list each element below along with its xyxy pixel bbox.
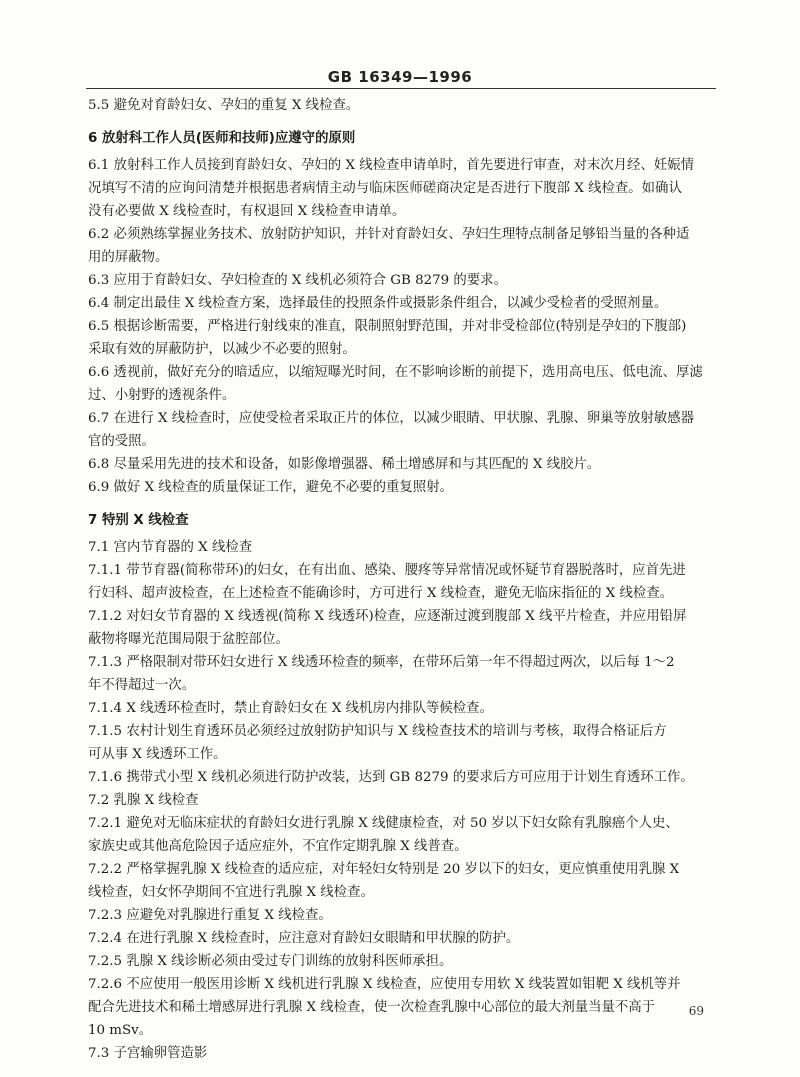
page-number: 69 xyxy=(688,1004,704,1018)
clause-7-2-2-line-1: 7.2.2 严格掌握乳腺 X 线检查的适应症，对年轻妇女特别是 20 岁以下的妇女，更应慎重使用乳腺 X xyxy=(88,862,680,877)
clause-6-9: 6.9 做好 X 线检查的质量保证工作，避免不必要的重复照射。 xyxy=(88,480,453,495)
clause-7-2-5: 7.2.5 乳腺 X 线诊断必须由受过专门训练的放射科医师承担。 xyxy=(88,954,453,969)
clause-6-1-line-1: 6.1 放射科工作人员接到育龄妇女、孕妇的 X 线检查申请单时，首先要进行审查，对末次月经、妊娠情 xyxy=(88,158,695,173)
clause-7-1-2-line-1: 7.1.2 对妇女节育器的 X 线透视(简称 X 线透环)检查，应逐渐过渡到腹部 X 线平片检查，并应用铅屏 xyxy=(88,609,687,624)
clause-7-1-2-line-2: 蔽物将曝光范围局限于盆腔部位。 xyxy=(88,632,289,647)
clause-7-2-2-line-2: 线检查，妇女怀孕期间不宜进行乳腺 X 线检查。 xyxy=(88,885,374,900)
document-body xyxy=(88,94,714,1065)
clause-6-6-line-1: 6.6 透视前，做好充分的暗适应，以缩短曝光时间，在不影响诊断的前提下，选用高电压、低电流、厚滤 xyxy=(88,365,703,380)
section-6-heading: 6 放射科工作人员(医师和技师)应遵守的原则 xyxy=(88,131,356,146)
clause-7-2-1-line-1: 7.2.1 避免对无临床症状的育龄妇女进行乳腺 X 线健康检查，对 50 岁以下妇女除有乳腺癌个人史、 xyxy=(88,816,679,831)
clause-6-1-line-3: 没有必要做 X 线检查时，有权退回 X 线检查申请单。 xyxy=(88,204,406,219)
clause-7-1-1-line-2: 行妇科、超声波检查，在上述检查不能确诊时，方可进行 X 线检查，避免无临床指征的 X 线检查。 xyxy=(88,586,674,601)
clause-7-1-3-line-2: 年不得超过一次。 xyxy=(88,678,196,693)
clause-7-1-6: 7.1.6 携带式小型 X 线机必须进行防护改装，达到 GB 8279 的要求后方可应用于计划生育透环工作。 xyxy=(88,770,694,785)
clause-7-1-4: 7.1.4 X 线透环检查时，禁止育龄妇女在 X 线机房内排队等候检查。 xyxy=(88,701,493,716)
clause-5-5: 5.5 避免对育龄妇女、孕妇的重复 X 线检查。 xyxy=(88,98,360,113)
clause-6-1-line-2: 况填写不清的应询问清楚并根据患者病情主动与临床医师磋商决定是否进行下腹部 X 线检查。如确认 xyxy=(88,181,682,196)
clause-7-2-6-line-1: 7.2.6 不应使用一般医用诊断 X 线机进行乳腺 X 线检查，应使用专用软 X 线装置如钼靶 X 线机等并 xyxy=(88,977,681,992)
clause-7-2-3: 7.2.3 应避免对乳腺进行重复 X 线检查。 xyxy=(88,908,332,923)
clause-7-1-3-line-1: 7.1.3 严格限制对带环妇女进行 X 线透环检查的频率，在带环后第一年不得超过两次，以后每 1～2 xyxy=(88,655,675,670)
clause-7-2-6-line-3: 10 mSv。 xyxy=(88,1023,153,1038)
clause-7-2: 7.2 乳腺 X 线检查 xyxy=(88,793,199,808)
clause-6-6-line-2: 过、小射野的透视条件。 xyxy=(88,388,236,403)
clause-6-5-line-2: 采取有效的屏蔽防护，以减少不必要的照射。 xyxy=(88,342,356,357)
section-gap xyxy=(88,117,714,127)
clause-7-1-1-line-1: 7.1.1 带节育器(简称带环)的妇女，在有出血、感染、腰疼等异常情况或怀疑节育器脱落时，应首先进 xyxy=(88,563,686,578)
clause-7-2-1-line-2: 家族史或其他高危险因子适应症外，不宜作定期乳腺 X 线普查。 xyxy=(88,839,468,854)
clause-7-1: 7.1 宫内节育器的 X 线检查 xyxy=(88,540,253,555)
clause-6-8: 6.8 尽量采用先进的技术和设备，如影像增强器、稀土增感屏和与其匹配的 X 线胶片。 xyxy=(88,457,601,472)
clause-6-2-line-1: 6.2 必须熟练掌握业务技术、放射防护知识，并针对育龄妇女、孕妇生理特点制备足够铅当量的各种适 xyxy=(88,227,690,242)
standard-number-header: GB 16349—1996 xyxy=(327,68,473,86)
clause-6-7-line-2: 官的受照。 xyxy=(88,434,155,449)
clause-7-1-5-line-2: 可从事 X 线透环工作。 xyxy=(88,747,227,762)
clause-7-2-4: 7.2.4 在进行乳腺 X 线检查时，应注意对育龄妇女眼睛和甲状腺的防护。 xyxy=(88,931,520,946)
clause-6-7-line-1: 6.7 在进行 X 线检查时，应使受检者采取正片的体位，以减少眼睛、甲状腺、乳腺、卵巢等放射敏感器 xyxy=(88,411,695,426)
section-7-heading: 7 特别 X 线检查 xyxy=(88,513,189,528)
clause-7-3: 7.3 子宫输卵管造影 xyxy=(88,1046,208,1061)
clause-6-3: 6.3 应用于育龄妇女、孕妇检查的 X 线机必须符合 GB 8279 的要求。 xyxy=(88,273,507,288)
clause-7-2-6-line-2: 配合先进技术和稀土增感屏进行乳腺 X 线检查，使一次检查乳腺中心部位的最大剂量当量不高于 xyxy=(88,1000,656,1015)
clause-6-4: 6.4 制定出最佳 X 线检查方案，选择最佳的投照条件或摄影条件组合，以减少受检者的受照剂量。 xyxy=(88,296,668,311)
clause-6-5-line-1: 6.5 根据诊断需要，严格进行射线束的准直，限制照射野范围，并对非受检部位(特别是孕妇的下腹部) xyxy=(88,319,687,334)
section-gap xyxy=(88,499,714,509)
clause-6-2-line-2: 用的屏蔽物。 xyxy=(88,250,169,265)
clause-7-1-5-line-1: 7.1.5 农村计划生育透环员必须经过放射防护知识与 X 线检查技术的培训与考核，取得合格证后方 xyxy=(88,724,667,739)
header-rule xyxy=(86,88,716,89)
